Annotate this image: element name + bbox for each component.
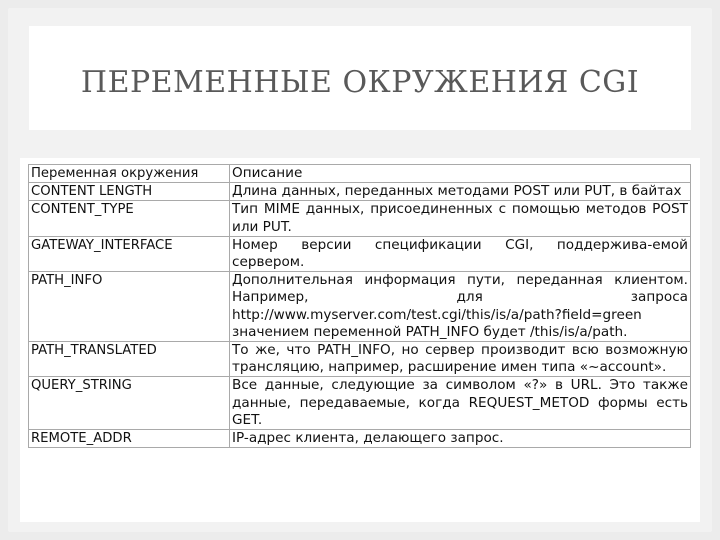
table-row: [29, 377, 691, 430]
variable-description: Дополнительная информация пути, переданная клиентом. Например, для запроса http://www.myserver.com/test.cgi/this/is/a/path?field=green значением переменной PATH_INFO будет /this/is/a/path.: [230, 272, 691, 342]
table-row: [29, 201, 691, 236]
table-row: [29, 272, 691, 342]
variable-name: QUERY_STRING: [29, 377, 230, 430]
table-header-row: [29, 165, 691, 183]
variable-description: Номер версии спецификации CGI, поддержива-емой сервером.: [230, 236, 691, 271]
variable-description: Тип MIME данных, присоединенных с помощью методов POST или PUT.: [230, 201, 691, 236]
variable-description: IP-адрес клиента, делающего запрос.: [230, 430, 691, 448]
variable-name: CONTENT LENGTH: [29, 183, 230, 201]
variable-name: CONTENT_TYPE: [29, 201, 230, 236]
header-variable: Переменная окружения: [29, 165, 230, 183]
header-description: Описание: [230, 165, 691, 183]
slide: [8, 8, 712, 532]
content-area: [20, 158, 700, 522]
variable-description: То же, что PATH_INFO, но сервер производит всю возможную трансляцию, например, расширение имен типа «~account».: [230, 342, 691, 377]
variable-name: PATH_INFO: [29, 272, 230, 342]
variable-description: Все данные, следующие за символом «?» в URL. Это также данные, передаваемые, когда REQUEST_METOD формы есть GET.: [230, 377, 691, 430]
table-row: [29, 430, 691, 448]
variable-name: PATH_TRANSLATED: [29, 342, 230, 377]
slide-title: ПЕРЕМЕННЫЕ ОКРУЖЕНИЯ CGI: [80, 64, 640, 100]
variable-name: GATEWAY_INTERFACE: [29, 236, 230, 271]
table-row: [29, 342, 691, 377]
title-box: [29, 26, 691, 130]
variable-name: REMOTE_ADDR: [29, 430, 230, 448]
table-row: [29, 236, 691, 271]
table-row: [29, 183, 691, 201]
env-variables-table: [28, 164, 691, 448]
variable-description: Длина данных, переданных методами POST или PUT, в байтах: [230, 183, 691, 201]
